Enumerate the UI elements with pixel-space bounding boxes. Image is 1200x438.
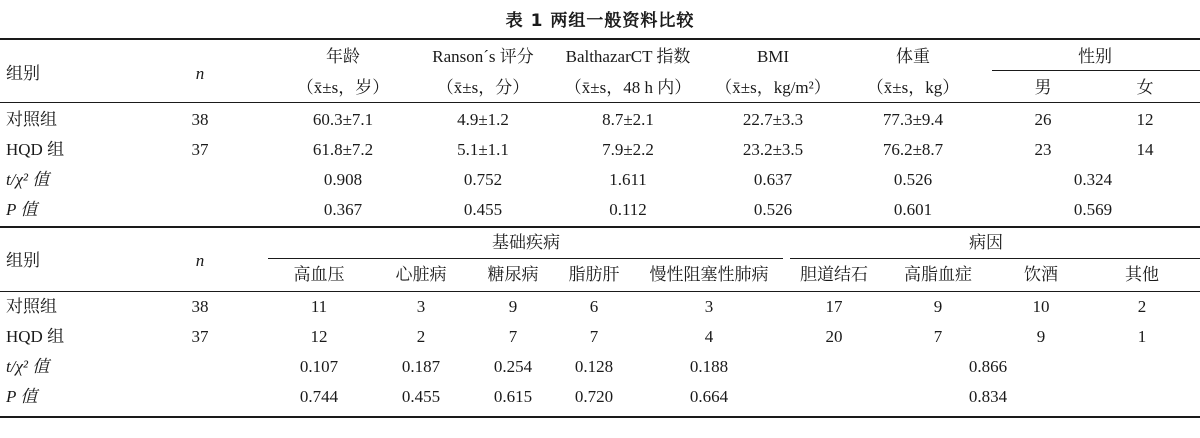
t1-sex-subrule (992, 70, 1200, 71)
t2-stat-cause: 0.866 (968, 357, 1008, 376)
t1-p-ct: 0.112 (609, 200, 647, 219)
t1-row2-bmi: 23.2±3.5 (742, 140, 804, 159)
t1-stat-weight: 0.526 (893, 170, 933, 189)
t1-row2-ct: 7.9±2.2 (602, 140, 654, 159)
t2-row1-label: 对照组 (6, 297, 57, 316)
t1-row2-label: HQD 组 (6, 140, 65, 159)
t2-row2-alcohol: 9 (1036, 327, 1046, 346)
t2-header-hypertension: 高血压 (293, 265, 345, 284)
t1-row2-age: 61.8±7.2 (312, 140, 374, 159)
t2-stat-hypertension: 0.107 (299, 357, 339, 376)
t2-p-cause: 0.834 (968, 387, 1008, 406)
t1-stat-bmi: 0.637 (753, 170, 793, 189)
t1-row2-male: 23 (1034, 140, 1052, 159)
t1-row2-ranson: 5.1±1.1 (457, 140, 509, 159)
t2-row1-heart: 3 (416, 297, 426, 316)
t1-stat-sex: 0.324 (1073, 170, 1113, 189)
table-title: 表 1 两组一般资料比较 (505, 11, 695, 31)
t2-disease-subrule (268, 258, 783, 259)
t2-cause-subrule (790, 258, 1200, 259)
t2-header-copd: 慢性阻塞性肺病 (649, 265, 769, 284)
t2-row1-gallstone: 17 (825, 297, 843, 316)
t2-stat-label: t/χ² 值 (6, 357, 50, 376)
t2-row2-gallstone: 20 (825, 327, 843, 346)
t2-row2-n: 37 (191, 327, 209, 346)
t2-p-fattyliver: 0.720 (574, 387, 614, 406)
t2-row2-hyperlipidemia: 7 (933, 327, 943, 346)
t2-header-fattyliver: 脂肪肝 (568, 265, 620, 284)
t2-stat-copd: 0.188 (689, 357, 729, 376)
table2-bottom-rule (0, 416, 1200, 418)
t2-p-label: P 值 (6, 387, 38, 406)
t2-row2-fattyliver: 7 (589, 327, 599, 346)
t1-row1-male: 26 (1034, 110, 1052, 129)
t1-p-label: P 值 (6, 200, 38, 219)
t1-row2-female: 14 (1136, 140, 1154, 159)
t2-row1-diabetes: 9 (508, 297, 518, 316)
t1-row1-bmi: 22.7±3.3 (742, 110, 804, 129)
t1-header-ranson: Ranson´s 评分 (432, 47, 534, 66)
t1-stat-ranson: 0.752 (463, 170, 503, 189)
t1-header-bmi-unit: （x̄±s，kg/m²） (715, 78, 831, 97)
table2-header-rule (0, 291, 1200, 292)
t1-header-ranson-unit: （x̄±s，分） (436, 78, 530, 97)
t1-header-male: 男 (1034, 78, 1052, 97)
t2-stat-diabetes: 0.254 (493, 357, 533, 376)
t1-row1-female: 12 (1136, 110, 1154, 129)
t2-p-copd: 0.664 (689, 387, 729, 406)
t1-stat-age: 0.908 (323, 170, 363, 189)
t1-p-weight: 0.601 (893, 200, 933, 219)
t1-header-group: 组别 (6, 64, 40, 83)
t1-header-weight: 体重 (896, 47, 930, 66)
t2-row2-other: 1 (1137, 327, 1147, 346)
t2-header-group: 组别 (6, 251, 40, 270)
t1-row1-age: 60.3±7.1 (312, 110, 374, 129)
table1-top-rule (0, 38, 1200, 40)
t2-header-hyperlipidemia: 高脂血症 (904, 265, 972, 284)
t2-p-hypertension: 0.744 (299, 387, 339, 406)
t2-row1-n: 38 (191, 297, 209, 316)
t1-p-bmi: 0.526 (753, 200, 793, 219)
t1-header-n: n (195, 64, 205, 83)
t2-row1-hyperlipidemia: 9 (933, 297, 943, 316)
t1-header-sex: 性别 (1078, 47, 1112, 66)
t2-row1-other: 2 (1137, 297, 1147, 316)
t2-row1-copd: 3 (704, 297, 714, 316)
t2-row2-hypertension: 12 (310, 327, 328, 346)
t2-header-disease: 基础疾病 (492, 233, 560, 252)
t2-row2-heart: 2 (416, 327, 426, 346)
t2-stat-heart: 0.187 (401, 357, 441, 376)
t1-header-female: 女 (1136, 78, 1154, 97)
t2-header-gallstone: 胆道结石 (800, 265, 868, 284)
t2-header-n: n (195, 251, 205, 270)
table2-top-rule (0, 226, 1200, 228)
t1-row1-ranson: 4.9±1.2 (457, 110, 509, 129)
t1-stat-label: t/χ² 值 (6, 170, 50, 189)
t2-p-diabetes: 0.615 (493, 387, 533, 406)
t2-p-heart: 0.455 (401, 387, 441, 406)
t2-row1-hypertension: 11 (310, 297, 328, 316)
t2-header-heart: 心脏病 (395, 265, 447, 284)
t1-header-ct: BalthazarCT 指数 (565, 47, 691, 66)
t1-stat-ct: 1.611 (609, 170, 647, 189)
t1-row1-ct: 8.7±2.1 (602, 110, 654, 129)
t1-row1-n: 38 (191, 110, 209, 129)
t2-row2-diabetes: 7 (508, 327, 518, 346)
t1-header-age: 年龄 (326, 47, 360, 66)
t2-header-cause: 病因 (969, 233, 1003, 252)
t2-row2-copd: 4 (704, 327, 714, 346)
t2-row1-fattyliver: 6 (589, 297, 599, 316)
t1-row2-weight: 76.2±8.7 (882, 140, 944, 159)
t1-row2-n: 37 (191, 140, 209, 159)
t2-header-diabetes: 糖尿病 (487, 265, 539, 284)
t1-p-ranson: 0.455 (463, 200, 503, 219)
t2-header-other: 其他 (1125, 265, 1159, 284)
table1-header-rule (0, 102, 1200, 103)
t2-stat-fattyliver: 0.128 (574, 357, 614, 376)
t1-row1-weight: 77.3±9.4 (882, 110, 944, 129)
t1-p-sex: 0.569 (1073, 200, 1113, 219)
t1-header-ct-unit: （x̄±s，48 h 内） (564, 78, 692, 97)
t1-header-age-unit: （x̄±s，岁） (296, 78, 390, 97)
t1-row1-label: 对照组 (6, 110, 57, 129)
t2-row1-alcohol: 10 (1032, 297, 1050, 316)
t1-p-age: 0.367 (323, 200, 363, 219)
t2-row2-label: HQD 组 (6, 327, 65, 346)
t2-header-alcohol: 饮酒 (1024, 265, 1058, 284)
t1-header-bmi: BMI (756, 47, 790, 66)
t1-header-weight-unit: （x̄±s，kg） (866, 78, 960, 97)
